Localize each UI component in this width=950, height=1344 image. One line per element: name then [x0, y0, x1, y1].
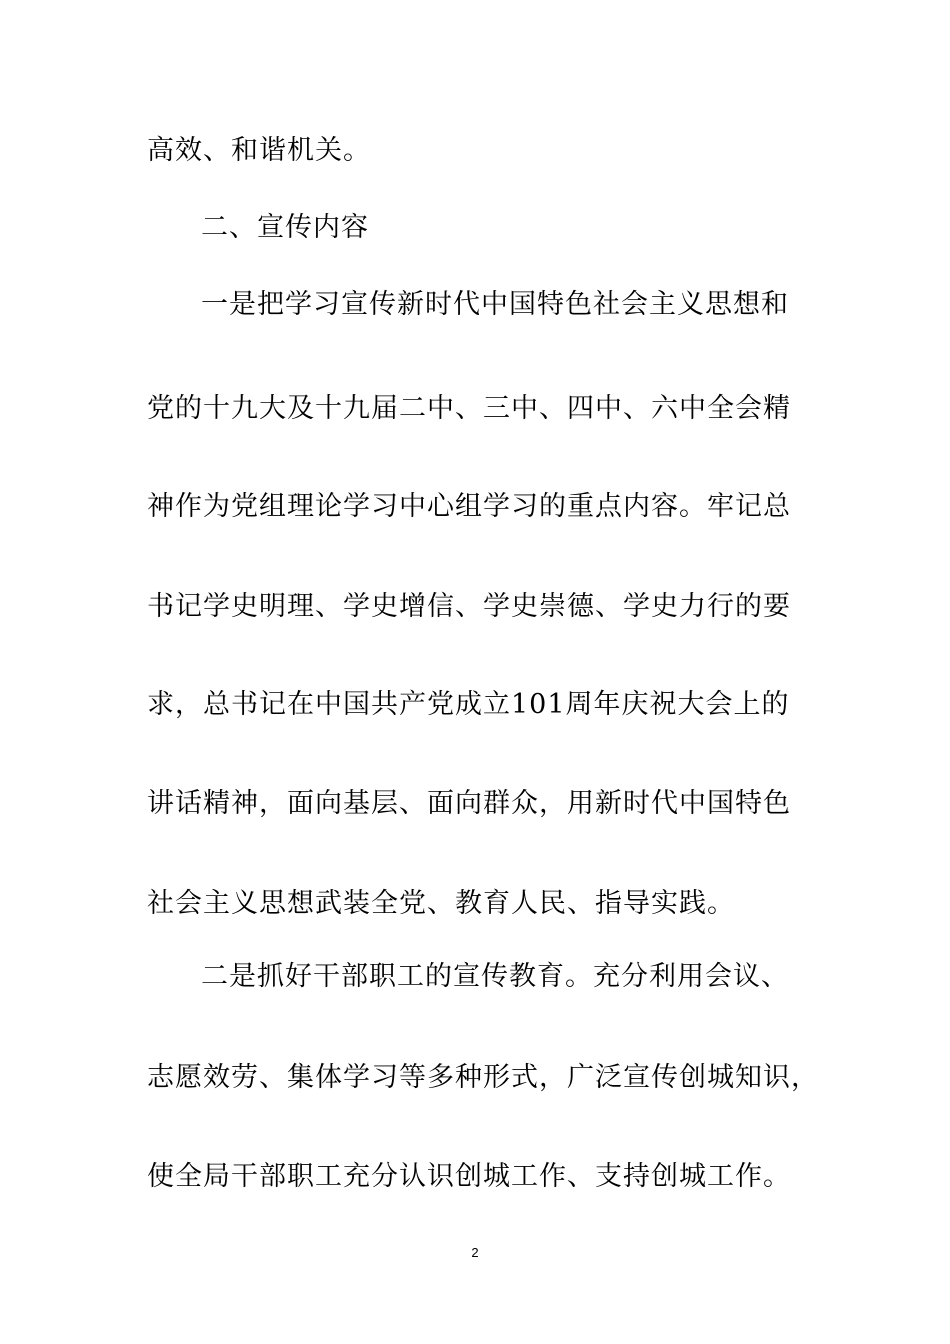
paragraph-1-line-5: 求，总书记在中国共产党成立101周年庆祝大会上的 — [147, 689, 790, 720]
section-heading: 二、宣传内容 — [201, 212, 369, 243]
paragraph-1-line-6: 讲话精神，面向基层、面向群众，用新时代中国特色 — [147, 788, 791, 819]
paragraph-2-line-2: 志愿效劳、集体学习等多种形式，广泛宣传创城知识， — [147, 1062, 819, 1093]
paragraph-1-line-7: 社会主义思想武装全党、教育人民、指导实践。 — [147, 888, 735, 919]
paragraph-1-line-2: 党的十九大及十九届二中、三中、四中、六中全会精 — [147, 393, 791, 424]
page-number: 2 — [471, 1245, 479, 1260]
paragraph-1-line-4: 书记学史明理、学史增信、学史崇德、学史力行的要 — [147, 591, 791, 622]
paragraph-2-line-3: 使全局干部职工充分认识创城工作、支持创城工作。 — [147, 1161, 791, 1192]
text-line-1: 高效、和谐机关。 — [147, 135, 371, 166]
paragraph-1-line-1: 一是把学习宣传新时代中国特色社会主义思想和 — [201, 289, 789, 320]
paragraph-1-line-3: 神作为党组理论学习中心组学习的重点内容。牢记总 — [147, 491, 791, 522]
paragraph-2-line-1: 二是抓好干部职工的宣传教育。充分利用会议、 — [201, 961, 789, 992]
